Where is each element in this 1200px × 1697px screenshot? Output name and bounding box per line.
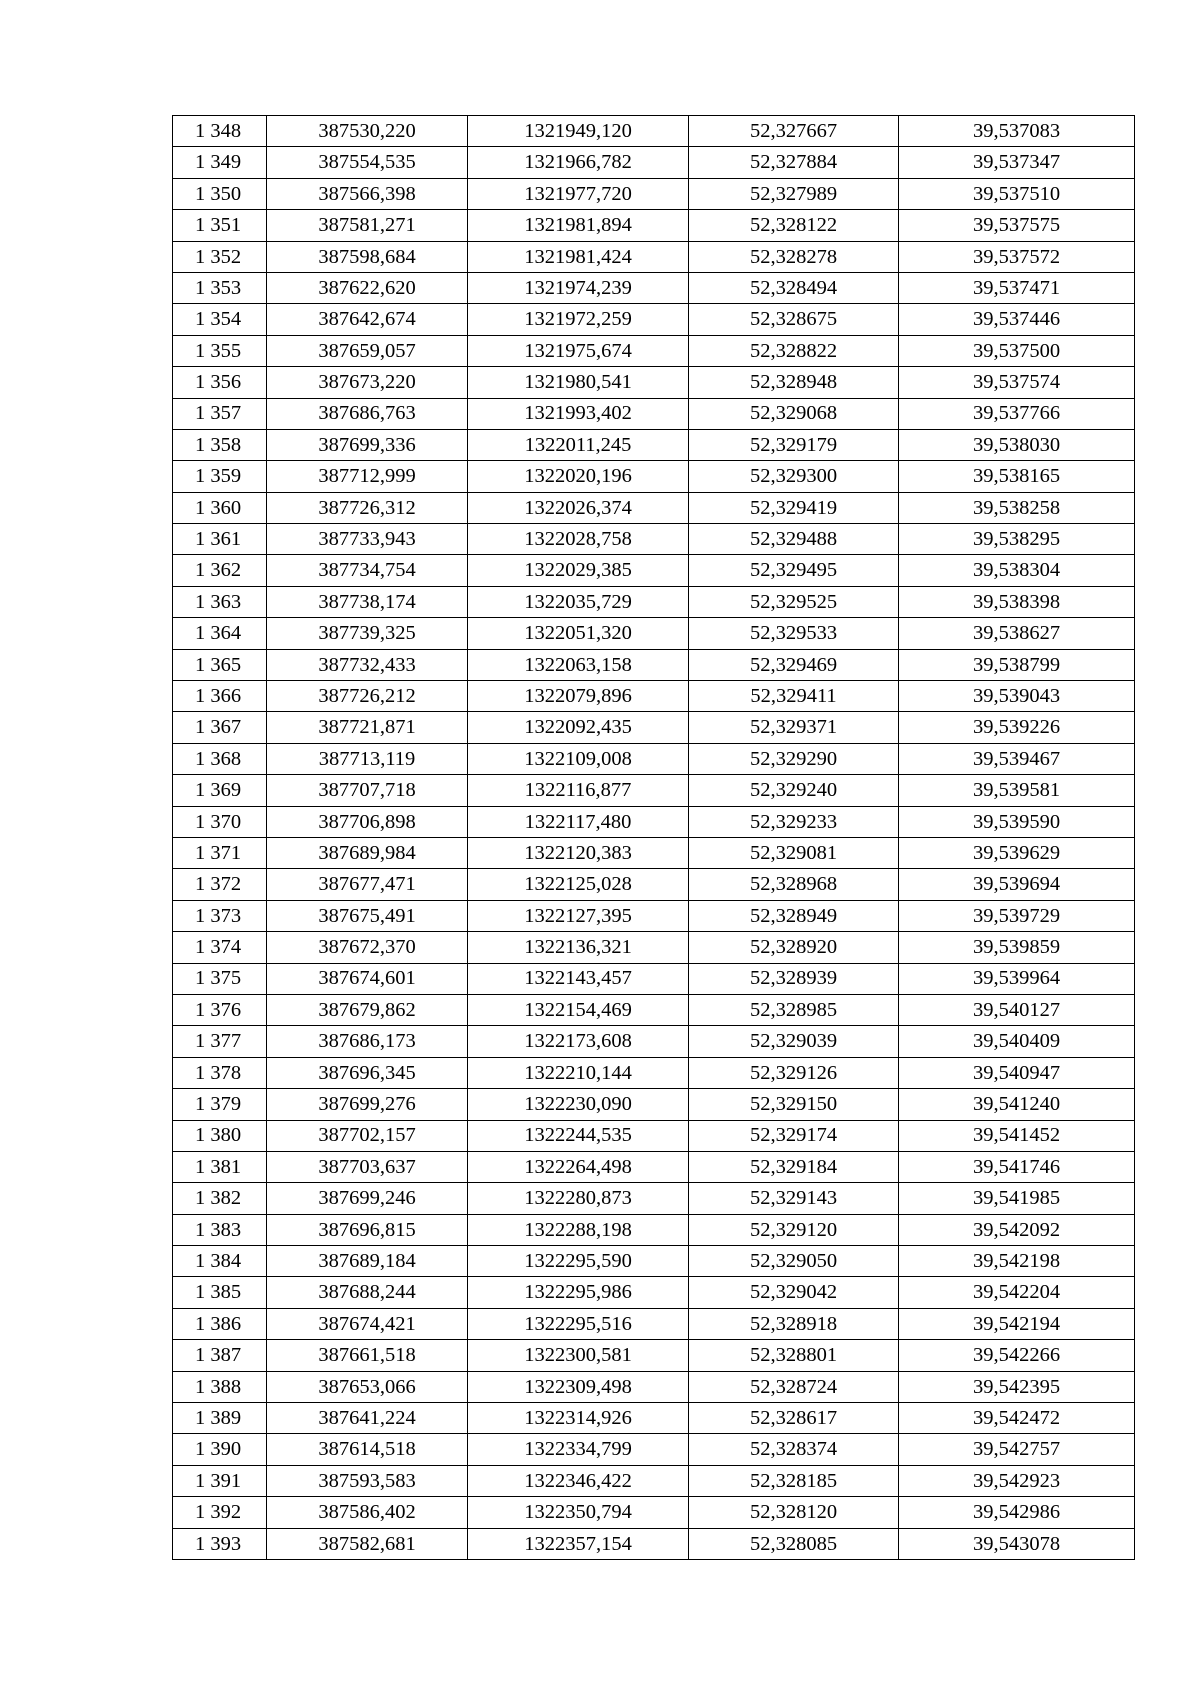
x-coordinate-cell: 387677,471 bbox=[267, 869, 468, 900]
point-number-cell: 1 384 bbox=[173, 1246, 267, 1277]
longitude-cell: 39,539467 bbox=[899, 743, 1135, 774]
longitude-cell: 39,539226 bbox=[899, 712, 1135, 743]
longitude-cell: 39,542472 bbox=[899, 1403, 1135, 1434]
x-coordinate-cell: 387721,871 bbox=[267, 712, 468, 743]
latitude-cell: 52,328968 bbox=[689, 869, 899, 900]
latitude-cell: 52,327989 bbox=[689, 178, 899, 209]
table-row bbox=[173, 806, 1135, 837]
y-coordinate-cell: 1321980,541 bbox=[468, 367, 689, 398]
y-coordinate-cell: 1322264,498 bbox=[468, 1151, 689, 1182]
point-number-cell: 1 381 bbox=[173, 1151, 267, 1182]
longitude-cell: 39,542204 bbox=[899, 1277, 1135, 1308]
longitude-cell: 39,537766 bbox=[899, 398, 1135, 429]
longitude-cell: 39,540409 bbox=[899, 1026, 1135, 1057]
x-coordinate-cell: 387739,325 bbox=[267, 618, 468, 649]
longitude-cell: 39,538398 bbox=[899, 586, 1135, 617]
longitude-cell: 39,538258 bbox=[899, 492, 1135, 523]
x-coordinate-cell: 387696,345 bbox=[267, 1057, 468, 1088]
longitude-cell: 39,542757 bbox=[899, 1434, 1135, 1465]
x-coordinate-cell: 387689,184 bbox=[267, 1246, 468, 1277]
point-number-cell: 1 359 bbox=[173, 461, 267, 492]
latitude-cell: 52,329150 bbox=[689, 1089, 899, 1120]
y-coordinate-cell: 1321949,120 bbox=[468, 116, 689, 147]
latitude-cell: 52,329233 bbox=[689, 806, 899, 837]
longitude-cell: 39,541985 bbox=[899, 1183, 1135, 1214]
table-row bbox=[173, 869, 1135, 900]
latitude-cell: 52,329081 bbox=[689, 837, 899, 868]
coordinates-table-body bbox=[173, 116, 1135, 1560]
point-number-cell: 1 372 bbox=[173, 869, 267, 900]
point-number-cell: 1 348 bbox=[173, 116, 267, 147]
x-coordinate-cell: 387581,271 bbox=[267, 210, 468, 241]
y-coordinate-cell: 1322026,374 bbox=[468, 492, 689, 523]
longitude-cell: 39,537510 bbox=[899, 178, 1135, 209]
longitude-cell: 39,539859 bbox=[899, 932, 1135, 963]
point-number-cell: 1 377 bbox=[173, 1026, 267, 1057]
point-number-cell: 1 366 bbox=[173, 681, 267, 712]
y-coordinate-cell: 1321974,239 bbox=[468, 272, 689, 303]
latitude-cell: 52,327884 bbox=[689, 147, 899, 178]
table-row bbox=[173, 1277, 1135, 1308]
point-number-cell: 1 362 bbox=[173, 555, 267, 586]
y-coordinate-cell: 1322127,395 bbox=[468, 900, 689, 931]
latitude-cell: 52,328918 bbox=[689, 1308, 899, 1339]
y-coordinate-cell: 1321972,259 bbox=[468, 304, 689, 335]
table-row bbox=[173, 492, 1135, 523]
table-row bbox=[173, 1183, 1135, 1214]
latitude-cell: 52,328985 bbox=[689, 994, 899, 1025]
point-number-cell: 1 353 bbox=[173, 272, 267, 303]
point-number-cell: 1 389 bbox=[173, 1403, 267, 1434]
table-row bbox=[173, 1308, 1135, 1339]
longitude-cell: 39,542092 bbox=[899, 1214, 1135, 1245]
longitude-cell: 39,539581 bbox=[899, 775, 1135, 806]
table-row bbox=[173, 963, 1135, 994]
table-row bbox=[173, 681, 1135, 712]
latitude-cell: 52,328724 bbox=[689, 1371, 899, 1402]
y-coordinate-cell: 1321975,674 bbox=[468, 335, 689, 366]
latitude-cell: 52,329488 bbox=[689, 524, 899, 555]
table-row bbox=[173, 775, 1135, 806]
x-coordinate-cell: 387593,583 bbox=[267, 1465, 468, 1496]
point-number-cell: 1 382 bbox=[173, 1183, 267, 1214]
x-coordinate-cell: 387696,815 bbox=[267, 1214, 468, 1245]
longitude-cell: 39,537572 bbox=[899, 241, 1135, 272]
x-coordinate-cell: 387679,862 bbox=[267, 994, 468, 1025]
table-row bbox=[173, 743, 1135, 774]
longitude-cell: 39,541240 bbox=[899, 1089, 1135, 1120]
latitude-cell: 52,329143 bbox=[689, 1183, 899, 1214]
latitude-cell: 52,328675 bbox=[689, 304, 899, 335]
table-row bbox=[173, 649, 1135, 680]
y-coordinate-cell: 1322092,435 bbox=[468, 712, 689, 743]
table-row bbox=[173, 1246, 1135, 1277]
table-row bbox=[173, 1120, 1135, 1151]
point-number-cell: 1 351 bbox=[173, 210, 267, 241]
point-number-cell: 1 387 bbox=[173, 1340, 267, 1371]
longitude-cell: 39,540127 bbox=[899, 994, 1135, 1025]
latitude-cell: 52,327667 bbox=[689, 116, 899, 147]
table-row bbox=[173, 994, 1135, 1025]
latitude-cell: 52,328085 bbox=[689, 1528, 899, 1559]
x-coordinate-cell: 387706,898 bbox=[267, 806, 468, 837]
latitude-cell: 52,328278 bbox=[689, 241, 899, 272]
y-coordinate-cell: 1322136,321 bbox=[468, 932, 689, 963]
longitude-cell: 39,537446 bbox=[899, 304, 1135, 335]
x-coordinate-cell: 387726,312 bbox=[267, 492, 468, 523]
y-coordinate-cell: 1322120,383 bbox=[468, 837, 689, 868]
x-coordinate-cell: 387586,402 bbox=[267, 1497, 468, 1528]
table-row bbox=[173, 429, 1135, 460]
latitude-cell: 52,329240 bbox=[689, 775, 899, 806]
longitude-cell: 39,538165 bbox=[899, 461, 1135, 492]
longitude-cell: 39,543078 bbox=[899, 1528, 1135, 1559]
longitude-cell: 39,542266 bbox=[899, 1340, 1135, 1371]
table-row bbox=[173, 1151, 1135, 1182]
x-coordinate-cell: 387641,224 bbox=[267, 1403, 468, 1434]
x-coordinate-cell: 387582,681 bbox=[267, 1528, 468, 1559]
longitude-cell: 39,538030 bbox=[899, 429, 1135, 460]
x-coordinate-cell: 387686,763 bbox=[267, 398, 468, 429]
longitude-cell: 39,539629 bbox=[899, 837, 1135, 868]
y-coordinate-cell: 1322300,581 bbox=[468, 1340, 689, 1371]
latitude-cell: 52,329419 bbox=[689, 492, 899, 523]
latitude-cell: 52,329174 bbox=[689, 1120, 899, 1151]
table-row bbox=[173, 335, 1135, 366]
point-number-cell: 1 392 bbox=[173, 1497, 267, 1528]
x-coordinate-cell: 387674,601 bbox=[267, 963, 468, 994]
longitude-cell: 39,537574 bbox=[899, 367, 1135, 398]
x-coordinate-cell: 387642,674 bbox=[267, 304, 468, 335]
table-row bbox=[173, 272, 1135, 303]
longitude-cell: 39,542395 bbox=[899, 1371, 1135, 1402]
x-coordinate-cell: 387702,157 bbox=[267, 1120, 468, 1151]
y-coordinate-cell: 1322154,469 bbox=[468, 994, 689, 1025]
longitude-cell: 39,541746 bbox=[899, 1151, 1135, 1182]
latitude-cell: 52,328185 bbox=[689, 1465, 899, 1496]
x-coordinate-cell: 387733,943 bbox=[267, 524, 468, 555]
y-coordinate-cell: 1322029,385 bbox=[468, 555, 689, 586]
table-row bbox=[173, 1089, 1135, 1120]
y-coordinate-cell: 1322244,535 bbox=[468, 1120, 689, 1151]
x-coordinate-cell: 387673,220 bbox=[267, 367, 468, 398]
y-coordinate-cell: 1322350,794 bbox=[468, 1497, 689, 1528]
y-coordinate-cell: 1322125,028 bbox=[468, 869, 689, 900]
latitude-cell: 52,328801 bbox=[689, 1340, 899, 1371]
latitude-cell: 52,329469 bbox=[689, 649, 899, 680]
latitude-cell: 52,329525 bbox=[689, 586, 899, 617]
point-number-cell: 1 385 bbox=[173, 1277, 267, 1308]
table-row bbox=[173, 555, 1135, 586]
x-coordinate-cell: 387674,421 bbox=[267, 1308, 468, 1339]
x-coordinate-cell: 387653,066 bbox=[267, 1371, 468, 1402]
point-number-cell: 1 355 bbox=[173, 335, 267, 366]
latitude-cell: 52,328949 bbox=[689, 900, 899, 931]
latitude-cell: 52,328374 bbox=[689, 1434, 899, 1465]
table-row bbox=[173, 147, 1135, 178]
y-coordinate-cell: 1322230,090 bbox=[468, 1089, 689, 1120]
table-row bbox=[173, 1465, 1135, 1496]
x-coordinate-cell: 387707,718 bbox=[267, 775, 468, 806]
point-number-cell: 1 365 bbox=[173, 649, 267, 680]
longitude-cell: 39,537347 bbox=[899, 147, 1135, 178]
latitude-cell: 52,329126 bbox=[689, 1057, 899, 1088]
point-number-cell: 1 371 bbox=[173, 837, 267, 868]
point-number-cell: 1 386 bbox=[173, 1308, 267, 1339]
latitude-cell: 52,329290 bbox=[689, 743, 899, 774]
point-number-cell: 1 393 bbox=[173, 1528, 267, 1559]
latitude-cell: 52,328948 bbox=[689, 367, 899, 398]
point-number-cell: 1 374 bbox=[173, 932, 267, 963]
point-number-cell: 1 358 bbox=[173, 429, 267, 460]
table-row bbox=[173, 1497, 1135, 1528]
x-coordinate-cell: 387554,535 bbox=[267, 147, 468, 178]
point-number-cell: 1 354 bbox=[173, 304, 267, 335]
latitude-cell: 52,328920 bbox=[689, 932, 899, 963]
point-number-cell: 1 368 bbox=[173, 743, 267, 774]
y-coordinate-cell: 1322314,926 bbox=[468, 1403, 689, 1434]
y-coordinate-cell: 1321966,782 bbox=[468, 147, 689, 178]
y-coordinate-cell: 1322028,758 bbox=[468, 524, 689, 555]
y-coordinate-cell: 1322109,008 bbox=[468, 743, 689, 774]
y-coordinate-cell: 1322334,799 bbox=[468, 1434, 689, 1465]
longitude-cell: 39,539964 bbox=[899, 963, 1135, 994]
x-coordinate-cell: 387688,244 bbox=[267, 1277, 468, 1308]
y-coordinate-cell: 1322035,729 bbox=[468, 586, 689, 617]
y-coordinate-cell: 1322357,154 bbox=[468, 1528, 689, 1559]
x-coordinate-cell: 387661,518 bbox=[267, 1340, 468, 1371]
table-row bbox=[173, 586, 1135, 617]
coordinates-table bbox=[172, 115, 1135, 1560]
x-coordinate-cell: 387530,220 bbox=[267, 116, 468, 147]
table-row bbox=[173, 210, 1135, 241]
point-number-cell: 1 352 bbox=[173, 241, 267, 272]
x-coordinate-cell: 387699,336 bbox=[267, 429, 468, 460]
y-coordinate-cell: 1322063,158 bbox=[468, 649, 689, 680]
longitude-cell: 39,542194 bbox=[899, 1308, 1135, 1339]
longitude-cell: 39,541452 bbox=[899, 1120, 1135, 1151]
latitude-cell: 52,329039 bbox=[689, 1026, 899, 1057]
y-coordinate-cell: 1321993,402 bbox=[468, 398, 689, 429]
x-coordinate-cell: 387672,370 bbox=[267, 932, 468, 963]
table-row bbox=[173, 241, 1135, 272]
latitude-cell: 52,329411 bbox=[689, 681, 899, 712]
x-coordinate-cell: 387614,518 bbox=[267, 1434, 468, 1465]
y-coordinate-cell: 1322210,144 bbox=[468, 1057, 689, 1088]
table-row bbox=[173, 524, 1135, 555]
longitude-cell: 39,537083 bbox=[899, 116, 1135, 147]
y-coordinate-cell: 1322295,516 bbox=[468, 1308, 689, 1339]
point-number-cell: 1 375 bbox=[173, 963, 267, 994]
latitude-cell: 52,329300 bbox=[689, 461, 899, 492]
table-row bbox=[173, 367, 1135, 398]
point-number-cell: 1 373 bbox=[173, 900, 267, 931]
latitude-cell: 52,329533 bbox=[689, 618, 899, 649]
longitude-cell: 39,539729 bbox=[899, 900, 1135, 931]
table-row bbox=[173, 398, 1135, 429]
point-number-cell: 1 363 bbox=[173, 586, 267, 617]
longitude-cell: 39,537575 bbox=[899, 210, 1135, 241]
table-row bbox=[173, 712, 1135, 743]
longitude-cell: 39,537471 bbox=[899, 272, 1135, 303]
x-coordinate-cell: 387659,057 bbox=[267, 335, 468, 366]
longitude-cell: 39,539590 bbox=[899, 806, 1135, 837]
table-row bbox=[173, 1403, 1135, 1434]
x-coordinate-cell: 387699,246 bbox=[267, 1183, 468, 1214]
table-row bbox=[173, 932, 1135, 963]
longitude-cell: 39,542923 bbox=[899, 1465, 1135, 1496]
table-row bbox=[173, 461, 1135, 492]
latitude-cell: 52,329050 bbox=[689, 1246, 899, 1277]
point-number-cell: 1 378 bbox=[173, 1057, 267, 1088]
longitude-cell: 39,542198 bbox=[899, 1246, 1135, 1277]
point-number-cell: 1 357 bbox=[173, 398, 267, 429]
latitude-cell: 52,328617 bbox=[689, 1403, 899, 1434]
x-coordinate-cell: 387712,999 bbox=[267, 461, 468, 492]
latitude-cell: 52,328122 bbox=[689, 210, 899, 241]
y-coordinate-cell: 1322295,590 bbox=[468, 1246, 689, 1277]
table-row bbox=[173, 1214, 1135, 1245]
table-row bbox=[173, 1340, 1135, 1371]
table-row bbox=[173, 900, 1135, 931]
point-number-cell: 1 380 bbox=[173, 1120, 267, 1151]
point-number-cell: 1 370 bbox=[173, 806, 267, 837]
table-row bbox=[173, 1026, 1135, 1057]
point-number-cell: 1 360 bbox=[173, 492, 267, 523]
latitude-cell: 52,328494 bbox=[689, 272, 899, 303]
latitude-cell: 52,329179 bbox=[689, 429, 899, 460]
x-coordinate-cell: 387732,433 bbox=[267, 649, 468, 680]
table-row bbox=[173, 618, 1135, 649]
y-coordinate-cell: 1322288,198 bbox=[468, 1214, 689, 1245]
y-coordinate-cell: 1321981,424 bbox=[468, 241, 689, 272]
longitude-cell: 39,537500 bbox=[899, 335, 1135, 366]
latitude-cell: 52,329042 bbox=[689, 1277, 899, 1308]
y-coordinate-cell: 1322011,245 bbox=[468, 429, 689, 460]
table-row bbox=[173, 1371, 1135, 1402]
longitude-cell: 39,539694 bbox=[899, 869, 1135, 900]
point-number-cell: 1 367 bbox=[173, 712, 267, 743]
y-coordinate-cell: 1322143,457 bbox=[468, 963, 689, 994]
longitude-cell: 39,539043 bbox=[899, 681, 1135, 712]
longitude-cell: 39,538295 bbox=[899, 524, 1135, 555]
point-number-cell: 1 390 bbox=[173, 1434, 267, 1465]
latitude-cell: 52,329371 bbox=[689, 712, 899, 743]
x-coordinate-cell: 387622,620 bbox=[267, 272, 468, 303]
latitude-cell: 52,329495 bbox=[689, 555, 899, 586]
point-number-cell: 1 350 bbox=[173, 178, 267, 209]
point-number-cell: 1 361 bbox=[173, 524, 267, 555]
x-coordinate-cell: 387675,491 bbox=[267, 900, 468, 931]
y-coordinate-cell: 1322117,480 bbox=[468, 806, 689, 837]
y-coordinate-cell: 1321977,720 bbox=[468, 178, 689, 209]
table-row bbox=[173, 837, 1135, 868]
latitude-cell: 52,328822 bbox=[689, 335, 899, 366]
point-number-cell: 1 349 bbox=[173, 147, 267, 178]
table-row bbox=[173, 1528, 1135, 1559]
y-coordinate-cell: 1322173,608 bbox=[468, 1026, 689, 1057]
longitude-cell: 39,538627 bbox=[899, 618, 1135, 649]
table-row bbox=[173, 1434, 1135, 1465]
x-coordinate-cell: 387734,754 bbox=[267, 555, 468, 586]
latitude-cell: 52,329068 bbox=[689, 398, 899, 429]
x-coordinate-cell: 387726,212 bbox=[267, 681, 468, 712]
point-number-cell: 1 376 bbox=[173, 994, 267, 1025]
x-coordinate-cell: 387686,173 bbox=[267, 1026, 468, 1057]
table-row bbox=[173, 116, 1135, 147]
y-coordinate-cell: 1322280,873 bbox=[468, 1183, 689, 1214]
table-row bbox=[173, 304, 1135, 335]
longitude-cell: 39,542986 bbox=[899, 1497, 1135, 1528]
table-row bbox=[173, 178, 1135, 209]
x-coordinate-cell: 387566,398 bbox=[267, 178, 468, 209]
latitude-cell: 52,328120 bbox=[689, 1497, 899, 1528]
point-number-cell: 1 369 bbox=[173, 775, 267, 806]
table-row bbox=[173, 1057, 1135, 1088]
latitude-cell: 52,329184 bbox=[689, 1151, 899, 1182]
y-coordinate-cell: 1322295,986 bbox=[468, 1277, 689, 1308]
point-number-cell: 1 383 bbox=[173, 1214, 267, 1245]
latitude-cell: 52,328939 bbox=[689, 963, 899, 994]
x-coordinate-cell: 387598,684 bbox=[267, 241, 468, 272]
longitude-cell: 39,538304 bbox=[899, 555, 1135, 586]
x-coordinate-cell: 387689,984 bbox=[267, 837, 468, 868]
longitude-cell: 39,538799 bbox=[899, 649, 1135, 680]
latitude-cell: 52,329120 bbox=[689, 1214, 899, 1245]
point-number-cell: 1 364 bbox=[173, 618, 267, 649]
y-coordinate-cell: 1321981,894 bbox=[468, 210, 689, 241]
y-coordinate-cell: 1322020,196 bbox=[468, 461, 689, 492]
y-coordinate-cell: 1322079,896 bbox=[468, 681, 689, 712]
y-coordinate-cell: 1322346,422 bbox=[468, 1465, 689, 1496]
point-number-cell: 1 356 bbox=[173, 367, 267, 398]
x-coordinate-cell: 387699,276 bbox=[267, 1089, 468, 1120]
y-coordinate-cell: 1322051,320 bbox=[468, 618, 689, 649]
y-coordinate-cell: 1322116,877 bbox=[468, 775, 689, 806]
y-coordinate-cell: 1322309,498 bbox=[468, 1371, 689, 1402]
x-coordinate-cell: 387738,174 bbox=[267, 586, 468, 617]
point-number-cell: 1 379 bbox=[173, 1089, 267, 1120]
x-coordinate-cell: 387703,637 bbox=[267, 1151, 468, 1182]
x-coordinate-cell: 387713,119 bbox=[267, 743, 468, 774]
longitude-cell: 39,540947 bbox=[899, 1057, 1135, 1088]
point-number-cell: 1 391 bbox=[173, 1465, 267, 1496]
point-number-cell: 1 388 bbox=[173, 1371, 267, 1402]
